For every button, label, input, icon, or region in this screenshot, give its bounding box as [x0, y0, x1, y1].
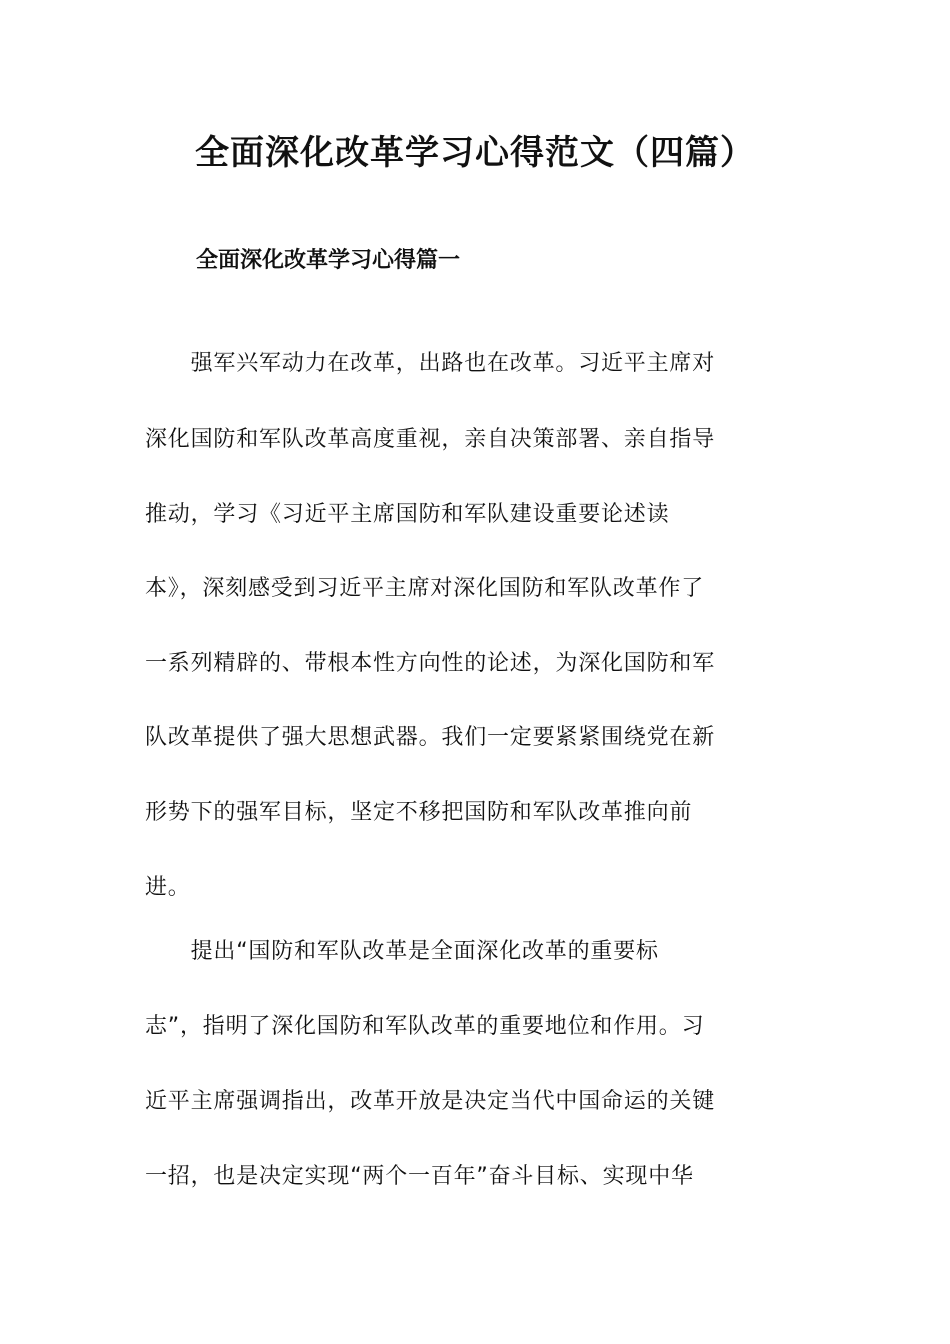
body-line: 进。	[145, 875, 191, 900]
body-line: 一系列精辟的、带根本性方向性的论述，为深化国防和军	[145, 651, 716, 676]
body-line: 一招，也是决定实现“两个一百年”奋斗目标、实现中华	[145, 1164, 694, 1189]
body-line: 深化国防和军队改革高度重视，亲自决策部署、亲自指导	[145, 427, 716, 452]
document-title: 全面深化改革学习心得范文（四篇）	[195, 133, 755, 173]
body-line: 强军兴军动力在改革，出路也在改革。习近平主席对	[145, 351, 716, 376]
body-line: 近平主席强调指出，改革开放是决定当代中国命运的关键	[145, 1089, 716, 1114]
body-line: 提出“国防和军队改革是全面深化改革的重要标	[145, 939, 659, 964]
body-line: 本》，深刻感受到习近平主席对深化国防和军队改革作了	[145, 576, 705, 601]
body-line: 志”，指明了深化国防和军队改革的重要地位和作用。习	[145, 1014, 705, 1039]
body-line: 队改革提供了强大思想武器。我们一定要紧紧围绕党在新	[145, 725, 716, 750]
body-line: 形势下的强军目标，坚定不移把国防和军队改革推向前	[145, 800, 693, 825]
section-heading: 全面深化改革学习心得篇一	[196, 248, 461, 273]
body-line: 推动，学习《习近平主席国防和军队建设重要论述读	[145, 502, 670, 527]
